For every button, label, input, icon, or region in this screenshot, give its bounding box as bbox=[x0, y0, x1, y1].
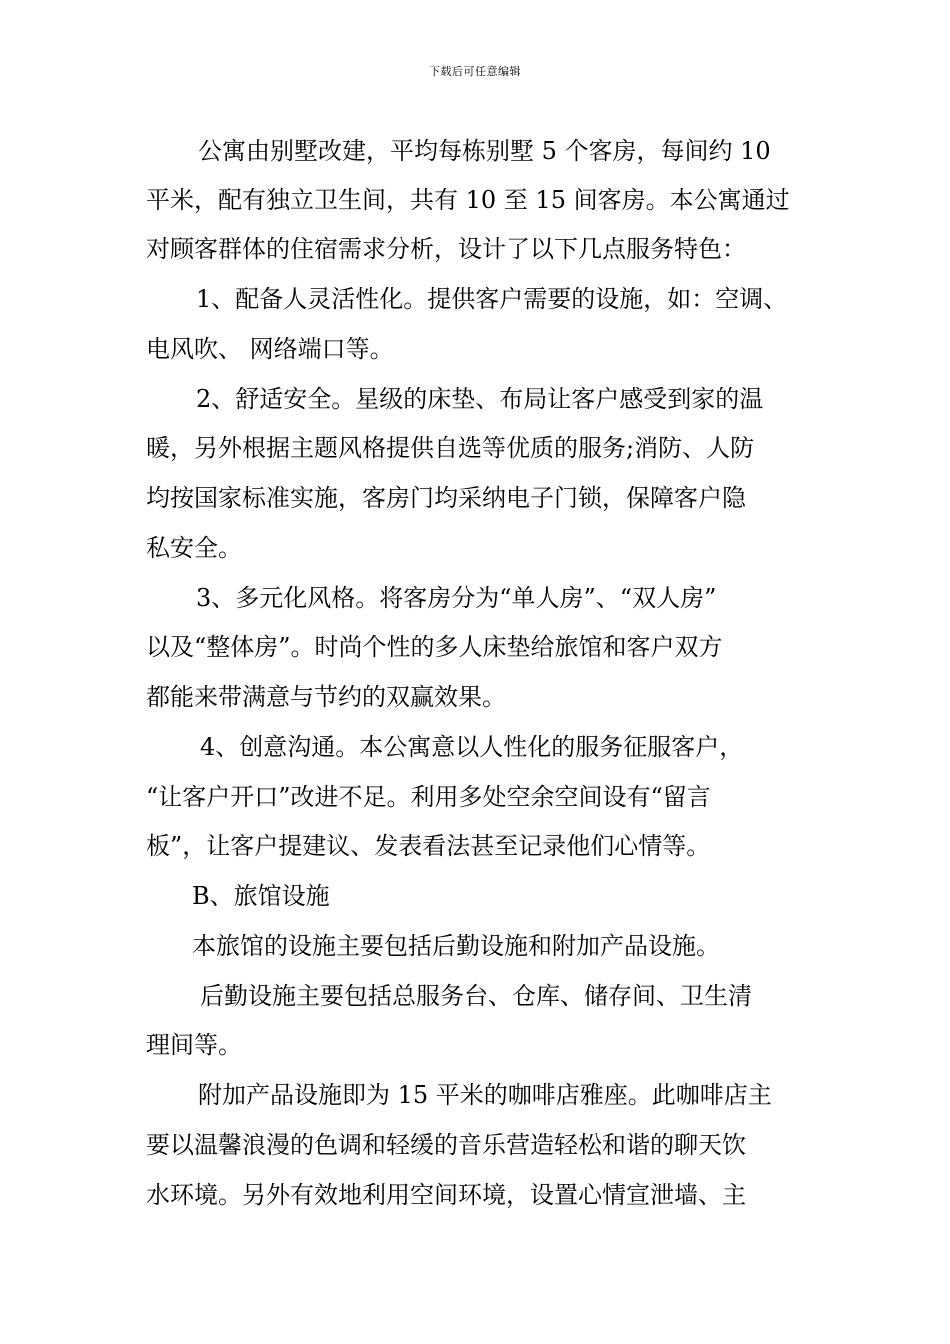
body-line: 暖，另外根据主题风格提供自选等优质的服务;消防、人防 bbox=[146, 434, 755, 462]
body-line: 1、配备人灵活性化。提供客户需要的设施，如：空调、 bbox=[196, 285, 788, 313]
body-line: 以及“整体房”。时尚个性的多人床垫给旅馆和客户双方 bbox=[146, 633, 723, 661]
body-line: 本旅馆的设施主要包括后勤设施和附加产品设施。 bbox=[192, 932, 720, 960]
body-line: “让客户开口”改进不足。利用多处空余空间设有“留言 bbox=[146, 783, 711, 811]
body-line: 对顾客群体的住宿需求分析，设计了以下几点服务特色： bbox=[146, 235, 746, 263]
body-line: 板”，让客户提建议、发表看法甚至记录他们心情等。 bbox=[146, 832, 711, 860]
body-line: 私安全。 bbox=[146, 534, 242, 562]
body-line: 附加产品设施即为 15 平米的咖啡店雅座。此咖啡店主 bbox=[198, 1081, 772, 1109]
body-line: 3、多元化风格。将客房分为“单人房”、“双人房” bbox=[196, 584, 717, 612]
body-line: 4、创意沟通。本公寓意以人性化的服务征服客户， bbox=[200, 733, 744, 761]
body-line: 都能来带满意与节约的双赢效果。 bbox=[146, 683, 506, 711]
body-line: 后勤设施主要包括总服务台、仓库、储存间、卫生清 bbox=[200, 982, 752, 1010]
body-line: 电风吹、 网络端口等。 bbox=[146, 335, 394, 363]
body-line: 水环境。另外有效地利用空间环境，设置心情宣泄墙、主 bbox=[146, 1181, 746, 1209]
page-header: 下载后可任意编辑 bbox=[429, 65, 521, 78]
body-line: 平米，配有独立卫生间，共有 10 至 15 间客房。本公寓通过 bbox=[146, 186, 790, 214]
body-line: 2、舒适安全。星级的床垫、布局让客户感受到家的温 bbox=[196, 385, 764, 413]
body-line: 要以温馨浪漫的色调和轻缓的音乐营造轻松和谐的聊天饮 bbox=[146, 1131, 746, 1159]
body-line: 公寓由别墅改建，平均每栋别墅 5 个客房，每间约 10 bbox=[198, 137, 771, 165]
body-line: 均按国家标准实施，客房门均采纳电子门锁，保障客户隐 bbox=[146, 484, 746, 512]
body-line: 理间等。 bbox=[146, 1031, 242, 1059]
section-heading: B、旅馆设施 bbox=[192, 882, 330, 910]
